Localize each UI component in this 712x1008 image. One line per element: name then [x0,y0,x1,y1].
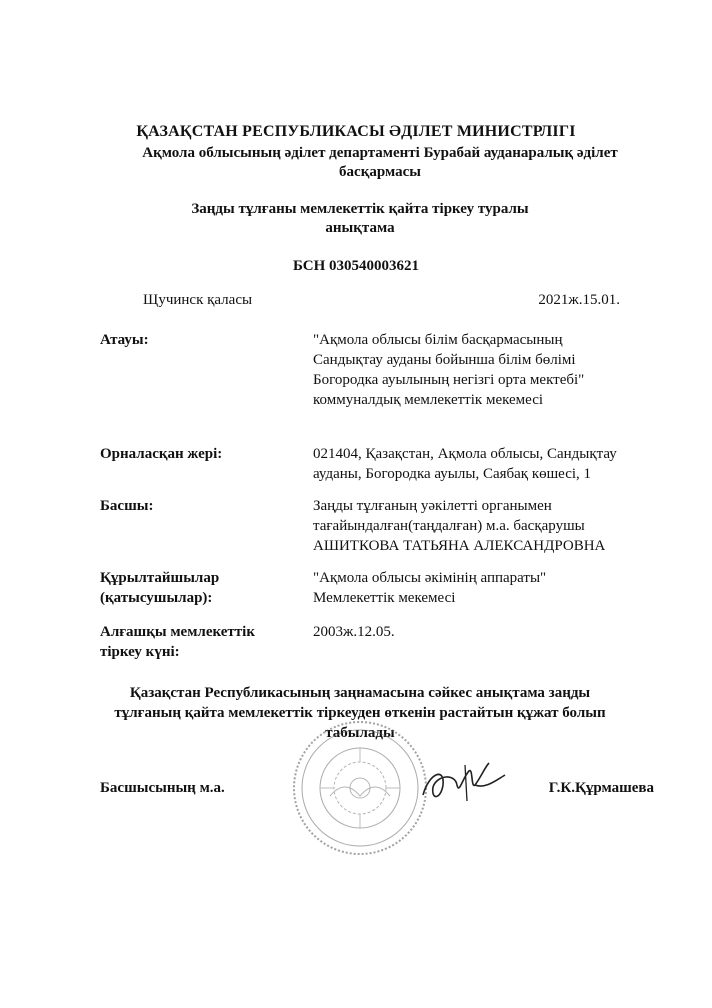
first-registration-date: 2003ж.12.05. [313,624,395,640]
founders-label [100,568,290,608]
issue-city: Щучинск қаласы [143,292,253,308]
official-seal-icon [290,718,430,858]
name-line: Сандықтау ауданы бойынша білім бөлімі [313,352,576,368]
name-line: "Ақмола облысы білім басқармасының [313,332,563,348]
head-value [313,496,673,556]
location-value [313,444,673,484]
statement-line-2: тұлғаның қайта мемлекеттік тіркеуден өткенін растайтын құжат болып [114,705,606,721]
title-line-1: Заңды тұлғаны мемлекеттік қайта тіркеу туралы [191,201,529,217]
department-line-1: Ақмола облысының әділет департаменті Бурабай ауданаралық әділет [142,145,618,161]
issue-date: 2021ж.15.01. [538,292,620,308]
statement-line-3: табылады [325,725,395,741]
bsn-number: БСН 030540003621 [292,258,420,274]
founders-line: "Ақмола облысы әкімінің аппараты" [313,570,547,586]
signer-name: Г.К.Құрмашева [548,780,654,796]
document-title [150,200,570,238]
founders-label-line-2: (қатысушылар): [100,590,213,606]
head-line: Заңды тұлғаның уәкілетті органымен [313,498,552,514]
department-heading [100,144,660,182]
statement-line-1: Қазақстан Республикасының заңнамасына сәйкес анықтама заңды [129,685,591,701]
founders-label-line-1: Құрылтайшылар [100,570,220,586]
location-line: ауданы, Богородка ауылы, Саябақ көшесі, 1 [313,466,592,482]
name-line: коммуналдық мемлекеттік мекемесі [313,392,544,408]
name-value [313,330,673,410]
department-line-2: басқармасы [339,164,421,180]
title-line-2: анықтама [325,220,395,236]
location-line: 021404, Қазақстан, Ақмола облысы, Сандықтау [313,446,617,462]
handwritten-signature-icon [415,755,510,810]
name-line: Богородка ауылының негізгі орта мектебі" [313,372,585,388]
first-registration-label-line-2: тіркеу күні: [100,644,180,660]
head-line: АШИТКОВА ТАТЬЯНА АЛЕКСАНДРОВНА [313,538,606,554]
signer-title: Басшысының м.а. [100,780,225,796]
first-registration-label [100,622,290,662]
name-label: Атауы: [100,332,149,348]
head-line: тағайындалған(таңдалған) м.а. басқарушы [313,518,585,534]
head-label: Басшы: [100,498,154,514]
first-registration-label-line-1: Алғашқы мемлекеттік [100,624,255,640]
ministry-heading: ҚАЗАҚСТАН РЕСПУБЛИКАСЫ ӘДІЛЕТ МИНИСТРЛІГІ [136,123,576,140]
founders-value [313,568,673,608]
founders-line: Мемлекеттік мекемесі [313,590,456,606]
location-label: Орналасқан жері: [100,446,223,462]
